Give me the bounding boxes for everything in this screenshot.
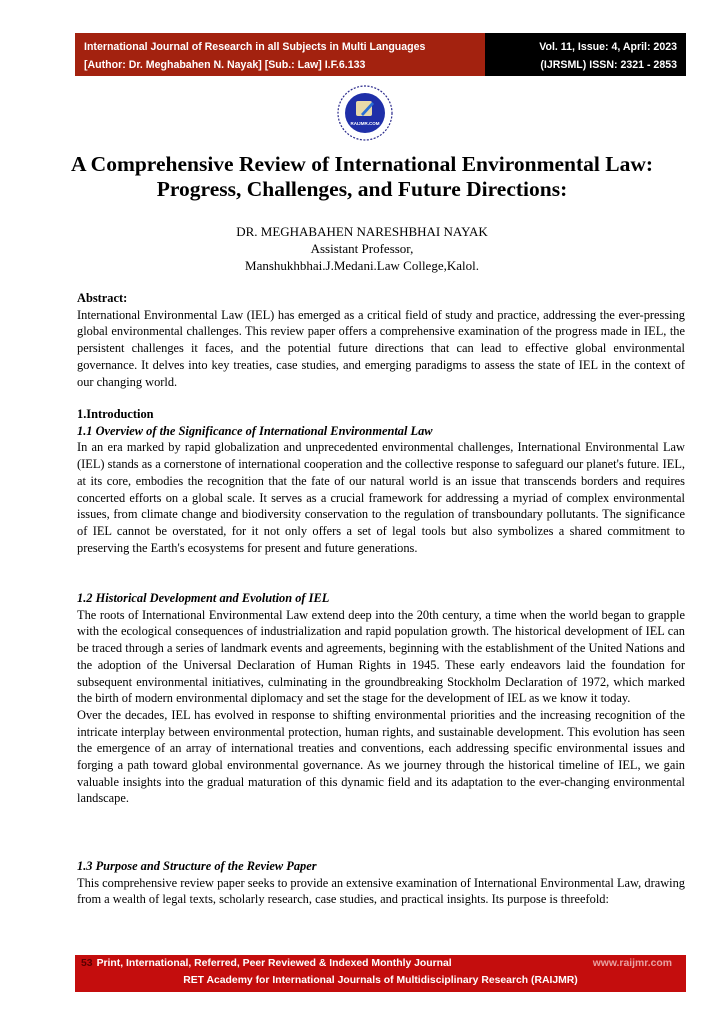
section-1-3-heading: 1.3 Purpose and Structure of the Review Paper (77, 859, 317, 873)
introduction-section (77, 406, 685, 556)
header-issn: (IJRSML) ISSN: 2321 - 2853 (540, 59, 677, 71)
abstract-heading: Abstract: (77, 291, 128, 305)
section-1-2-text-p1: The roots of International Environmental Law extend deep into the 20th century, a time when the world began to grapple with the ecological consequences of industrialization and rapid population growth. The historical development of IEL can be traced through a series of landmark events and agreements, beginning with the establishment of the United Nations and the adoption of the Universal Declaration of Human Rights in 1945. These early endeavors laid the foundation for subsequent environmental initiatives, culminating in the groundbreaking Stockholm Declaration of 1972, which marked the birth of modern environmental diplomacy and set the stage for the development of IEL as we know it today. (77, 607, 685, 706)
section-1-2-heading: 1.2 Historical Development and Evolution of IEL (77, 591, 330, 605)
section-1-1-heading: 1.1 Overview of the Significance of International Environmental Law (77, 423, 433, 438)
author-block (40, 223, 684, 274)
section-1-1-text: In an era marked by rapid globalization and unprecedented environmental challenges, International Environmental Law (IEL) stands as a cornerstone of international cooperation and the collective response to safeguard our planet's future. IEL, at its core, embodies the recognition that the fate of our natural world is an issue that transcends borders and requires concerted efforts on a global scale. It serves as a crucial framework for addressing a myriad of complex environmental issues, from climate change and biodiversity conservation to the regulation of transboundary pollutants. The significance of IEL cannot be overstated, for it not only offers a set of legal tools but also symbolizes a shared commitment to preserving the Earth's ecosystems for present and future generations. (77, 440, 685, 555)
section-1-3 (77, 858, 685, 908)
svg-text:RAIJMR.COM: RAIJMR.COM (350, 121, 380, 126)
abstract-section (77, 290, 685, 390)
section-1-3-text: This comprehensive review paper seeks to provide an extensive examination of International Environmental Law, drawing from a wealth of legal texts, scholarly research, case studies, and practical insights. Its purpose is threefold: (77, 875, 685, 907)
section-1-2 (77, 590, 685, 807)
journal-footer (75, 955, 686, 992)
author-affiliation: Manshukhbhai.J.Medani.Law College,Kalol. (245, 258, 479, 273)
journal-header (75, 33, 686, 76)
abstract-text: International Environmental Law (IEL) has emerged as a critical field of study and practice, addressing the ever-pressing global environmental challenges. This review paper offers a comprehensive examination of the progress made in IEL, the persistent challenges it faces, and the potential future directions that can lead to effective global environmental governance. It delves into key treaties, case studies, and emerging paradigms to assess the state of IEL in the context of our changing world. (77, 307, 685, 389)
footer-journal-type: Print, International, Referred, Peer Reviewed & Indexed Monthly Journal (96, 958, 452, 969)
author-position: Assistant Professor, (310, 241, 414, 256)
header-journal-name: International Journal of Research in all Subjects in Multi Languages (84, 41, 426, 53)
header-issue-info (485, 33, 686, 76)
footer-line1 (81, 958, 452, 969)
section-1-2-text-p2: Over the decades, IEL has evolved in response to shifting environmental priorities and the increasing recognition of the intricate interplay between environmental protection, human rights, and sustainable development. This evolution has seen the emergence of an array of international treaties and conventions, each addressing specific environmental issues and forging a path toward global environmental governance. As we journey through the historical timeline of IEL, we gain valuable insights into the gradual maturation of this dynamic field and its adaptation to the ever-changing environmental landscape. (77, 707, 685, 806)
header-author-subject: [Author: Dr. Meghabahen N. Nayak] [Sub.: Law] I.F.6.133 (84, 59, 366, 71)
header-volume: Vol. 11, Issue: 4, April: 2023 (539, 41, 677, 53)
footer-url-link[interactable]: www.raijmr.com (592, 958, 672, 969)
header-journal-info (75, 33, 485, 76)
paper-title (40, 152, 684, 202)
raijmr-logo-icon (337, 85, 393, 141)
intro-heading: 1.Introduction (77, 407, 154, 421)
page-number: 53 (81, 958, 93, 969)
paper-title-line1: A Comprehensive Review of International Environmental Law: (70, 152, 654, 176)
footer-publisher: RET Academy for International Journals of Multidisciplinary Research (RAIJMR) (183, 975, 578, 986)
author-name: DR. MEGHABAHEN NARESHBHAI NAYAK (236, 224, 488, 239)
paper-title-line2: Progress, Challenges, and Future Directions: (156, 177, 568, 201)
